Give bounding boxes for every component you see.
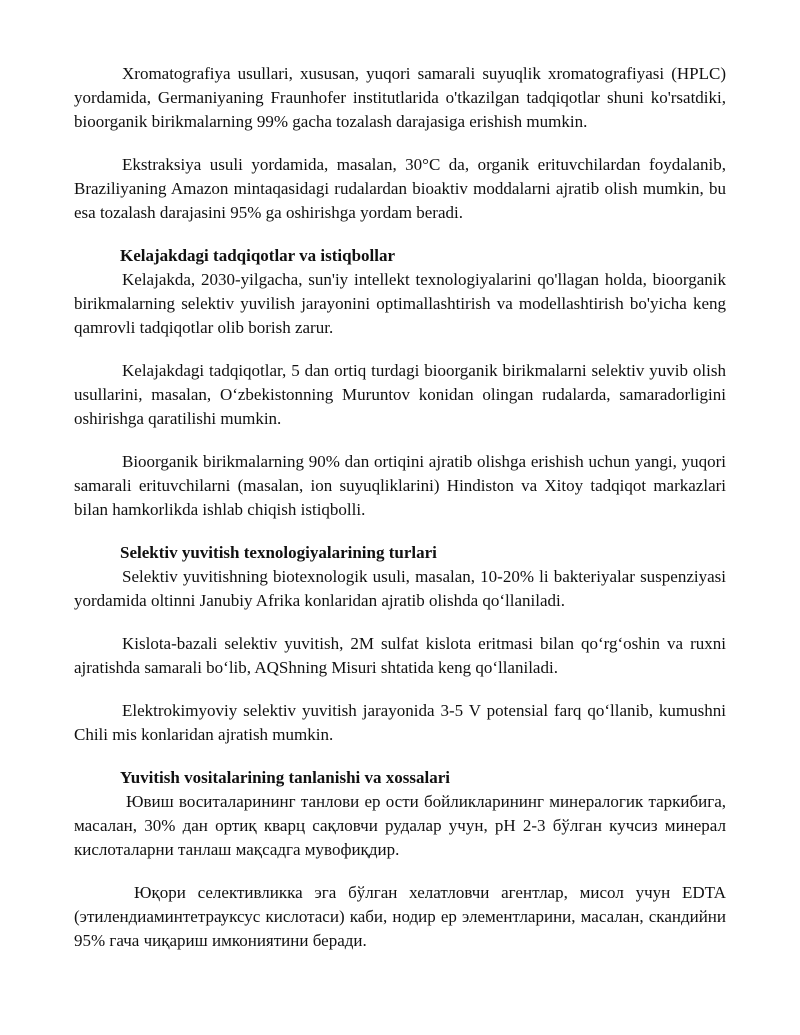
paragraph-future-methods: Kelajakdagi tadqiqotlar, 5 dan ortiq turdagi bioorganik birikmalarni selektiv yuvib olish usullarini, masalan, O‘zbekistonning Muruntov konidan olingan rudalarda, samaradorligini oshirishga qaratilishi mumkin. [74, 361, 726, 428]
heading-future-research: Kelajakdagi tadqiqotlar va istiqbollar [120, 246, 396, 265]
paragraph-acid-leaching: Kislota-bazali selektiv yuvitish, 2M sulfat kislota eritmasi bilan qo‘rg‘oshin va ruxni ajratishda samarali bo‘lib, AQShning Misuri shtatida keng qo‘llaniladi. [74, 634, 726, 677]
paragraph-agent-selection: Ювиш воситаларининг танлови ер ости бойликларининг минералогик таркибига, масалан, 30% дан ортиқ кварц сақловчи рудалар учун, pH 2-3 бўлган кучсиз минерал кислоталарни танлаш мақсадга мувофиқдир. [74, 792, 726, 859]
paragraph-chelating-agents: Юқори селективликка эга бўлган хелатловчи агентлар, мисол учун EDTA (этилендиаминтетрауксус кислотаси) каби, нодир ер элементларини, масалан, скандийни 95% гача чиқариш имкониятини беради. [74, 883, 726, 950]
paragraph-solvents: Bioorganik birikmalarning 90% dan ortiqini ajratib olishga erishish uchun yangi, yuqori samarali erituvchilarni (masalan, ion suyuqliklarini) Hindiston va Xitoy tadqiqot markazlari bilan hamkorlikda ishlab chiqish istiqbolli. [74, 452, 726, 519]
heading-leaching-types: Selektiv yuvitish texnologiyalarining turlari [120, 543, 437, 562]
paragraph-biotech-leaching: Selektiv yuvitishning biotexnologik usuli, masalan, 10-20% li bakteriyalar suspenziyasi yordamida oltinni Janubiy Afrika konlaridan ajratib olishda qo‘llaniladi. [74, 567, 726, 610]
heading-leaching-agents: Yuvitish vositalarining tanlanishi va xossalari [120, 768, 451, 787]
paragraph-extraction: Ekstraksiya usuli yordamida, masalan, 30°C da, organik erituvchilardan foydalanib, Braziliyaning Amazon mintaqasidagi rudalardan bioaktiv moddalarni ajratib olish mumkin, bu esa tozalash darajasini 95% ga oshirishga yordam beradi. [74, 155, 726, 222]
paragraph-electrochemical-leaching: Elektrokimyoviy selektiv yuvitish jarayonida 3-5 V potensial farq qo‘llanib, kumushni Chili mis konlaridan ajratish mumkin. [74, 701, 726, 744]
paragraph-future-ai: Kelajakda, 2030-yilgacha, sun'iy intellekt texnologiyalarini qo'llagan holda, bioorganik birikmalarning selektiv yuvilish jarayonini optimallashtirish va modellashtirish bo'yicha keng qamrovli tadqiqotlar olib borish zarur. [74, 270, 726, 337]
paragraph-chromatography: Xromatografiya usullari, xususan, yuqori samarali suyuqlik xromatografiyasi (HPLC) yordamida, Germaniyaning Fraunhofer institutlarida o'tkazilgan tadqiqotlar shuni ko'rsatdiki, bioorganik birikmalarning 99% gacha tozalash darajasiga erishish mumkin. [74, 64, 726, 131]
